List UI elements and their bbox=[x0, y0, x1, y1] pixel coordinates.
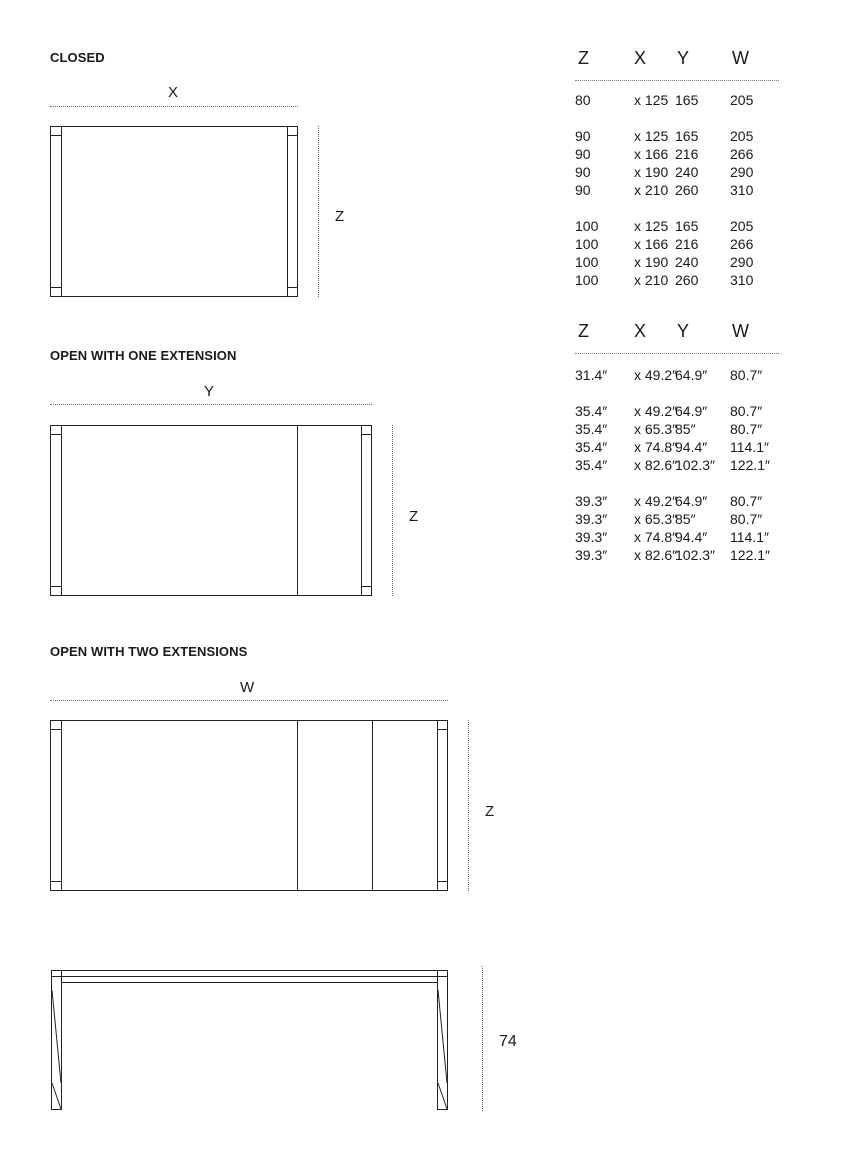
imperial-cell: 94.4″ bbox=[675, 529, 708, 545]
metric-cell: x 125 bbox=[634, 218, 669, 234]
metric-cell: 205 bbox=[730, 128, 754, 144]
one-extension-right-end-line bbox=[361, 425, 362, 596]
imperial-cell: 114.1″ bbox=[730, 439, 769, 455]
imperial-header-z: Z bbox=[578, 321, 589, 341]
two-extensions-leg-top-right bbox=[437, 720, 448, 730]
imperial-cell: x 49.2″ bbox=[634, 367, 678, 383]
imperial-header-divider bbox=[575, 353, 779, 354]
imperial-cell: x 49.2″ bbox=[634, 403, 678, 419]
imperial-cell: 39.3″ bbox=[575, 511, 608, 527]
metric-cell: 260 bbox=[675, 272, 699, 288]
metric-header-z: Z bbox=[578, 48, 589, 68]
metric-cell: 205 bbox=[730, 92, 754, 108]
metric-cell: 266 bbox=[730, 146, 754, 162]
imperial-cell: 64.9″ bbox=[675, 367, 708, 383]
imperial-cell: 122.1″ bbox=[730, 457, 770, 473]
closed-title: CLOSED bbox=[50, 50, 105, 65]
imperial-cell: 80.7″ bbox=[730, 403, 763, 419]
imperial-cell: 102.3″ bbox=[675, 457, 715, 473]
imperial-cell: 114.1″ bbox=[730, 529, 769, 545]
two-extensions-depth-label: Z bbox=[485, 803, 495, 820]
closed-right-end-line bbox=[287, 126, 288, 297]
imperial-cell: 80.7″ bbox=[730, 367, 763, 383]
two-extensions-leg-bottom-right bbox=[437, 881, 448, 891]
one-extension-width-dimension-line bbox=[50, 404, 372, 405]
imperial-cell: 31.4″ bbox=[575, 367, 608, 383]
imperial-cell: 39.3″ bbox=[575, 529, 608, 545]
metric-cell: x 166 bbox=[634, 146, 669, 162]
imperial-cell: 80.7″ bbox=[730, 493, 763, 509]
metric-cell: x 210 bbox=[634, 272, 669, 288]
metric-cell: 100 bbox=[575, 272, 599, 288]
side-leg-left-detail bbox=[52, 990, 61, 1109]
metric-cell: x 125 bbox=[634, 128, 669, 144]
closed-leg-top-left bbox=[50, 126, 62, 136]
two-extensions-right-end-line bbox=[437, 720, 438, 891]
imperial-cell: 39.3″ bbox=[575, 547, 608, 563]
imperial-cell: 122.1″ bbox=[730, 547, 770, 563]
metric-cell: 165 bbox=[675, 92, 699, 108]
two-extensions-width-label: W bbox=[240, 679, 255, 696]
metric-cell: 260 bbox=[675, 182, 699, 198]
one-extension-leg-top-left bbox=[50, 425, 62, 435]
one-extension-leg-top-right bbox=[361, 425, 372, 435]
metric-cell: 240 bbox=[675, 164, 699, 180]
one-extension-title: OPEN WITH ONE EXTENSION bbox=[50, 348, 237, 363]
metric-cell: x 210 bbox=[634, 182, 669, 198]
metric-cell: 240 bbox=[675, 254, 699, 270]
metric-cell: 205 bbox=[730, 218, 754, 234]
metric-cell: 90 bbox=[575, 128, 591, 144]
imperial-cell: 85″ bbox=[675, 511, 696, 527]
imperial-cell: x 82.6″ bbox=[634, 547, 678, 563]
metric-cell: 216 bbox=[675, 146, 699, 162]
imperial-cell: 85″ bbox=[675, 421, 696, 437]
metric-header-w: W bbox=[732, 48, 749, 68]
closed-leg-bottom-left bbox=[50, 287, 62, 297]
imperial-cell: 39.3″ bbox=[575, 493, 608, 509]
imperial-header-w: W bbox=[732, 321, 749, 341]
two-extensions-width-dimension-line bbox=[50, 700, 448, 701]
imperial-cell: 80.7″ bbox=[730, 511, 763, 527]
one-extension-leaf-seam bbox=[297, 425, 298, 596]
closed-width-label: X bbox=[168, 84, 179, 101]
imperial-cell: 64.9″ bbox=[675, 493, 708, 509]
two-extensions-leaf-seam-2 bbox=[372, 720, 373, 891]
metric-cell: 100 bbox=[575, 254, 599, 270]
metric-header-x: X bbox=[634, 48, 647, 68]
imperial-cell: 35.4″ bbox=[575, 439, 608, 455]
metric-cell: 310 bbox=[730, 182, 754, 198]
imperial-cell: x 74.8″ bbox=[634, 529, 678, 545]
two-extensions-leg-bottom-left bbox=[50, 881, 62, 891]
metric-cell: x 166 bbox=[634, 236, 669, 252]
metric-cell: 310 bbox=[730, 272, 754, 288]
metric-cell: x 190 bbox=[634, 254, 669, 270]
metric-header-divider bbox=[575, 80, 779, 81]
metric-cell: 90 bbox=[575, 164, 591, 180]
imperial-cell: 64.9″ bbox=[675, 403, 708, 419]
closed-left-end-line bbox=[61, 126, 62, 297]
side-height-dimension-line bbox=[482, 966, 483, 1111]
metric-cell: 216 bbox=[675, 236, 699, 252]
side-height-label: 74 bbox=[499, 1033, 517, 1050]
imperial-cell: x 65.3″ bbox=[634, 511, 678, 527]
closed-width-dimension-line bbox=[50, 106, 298, 107]
imperial-cell: 94.4″ bbox=[675, 439, 708, 455]
one-extension-leg-bottom-left bbox=[50, 586, 62, 596]
metric-cell: 165 bbox=[675, 128, 699, 144]
metric-header-y: Y bbox=[677, 48, 690, 68]
two-extensions-left-end-line bbox=[61, 720, 62, 891]
closed-depth-label: Z bbox=[335, 208, 345, 225]
one-extension-table-top bbox=[50, 425, 372, 596]
metric-cell: 80 bbox=[575, 92, 591, 108]
imperial-cell: 35.4″ bbox=[575, 457, 608, 473]
two-extensions-depth-dimension-line bbox=[468, 720, 469, 891]
side-apron bbox=[62, 977, 438, 983]
two-extensions-title: OPEN WITH TWO EXTENSIONS bbox=[50, 644, 248, 659]
metric-cell: 90 bbox=[575, 146, 591, 162]
metric-cell: 100 bbox=[575, 218, 599, 234]
one-extension-width-label: Y bbox=[204, 383, 215, 400]
imperial-cell: 35.4″ bbox=[575, 421, 608, 437]
imperial-cell: 35.4″ bbox=[575, 403, 608, 419]
metric-cell: x 125 bbox=[634, 92, 669, 108]
side-tabletop bbox=[52, 971, 448, 977]
imperial-cell: 102.3″ bbox=[675, 547, 715, 563]
two-extensions-leaf-seam-1 bbox=[297, 720, 298, 891]
imperial-cell: 80.7″ bbox=[730, 421, 763, 437]
closed-leg-bottom-right bbox=[287, 287, 298, 297]
metric-cell: 90 bbox=[575, 182, 591, 198]
one-extension-leg-bottom-right bbox=[361, 586, 372, 596]
metric-cell: 290 bbox=[730, 254, 754, 270]
side-elevation-drawing bbox=[48, 965, 452, 1115]
metric-cell: 290 bbox=[730, 164, 754, 180]
imperial-header-y: Y bbox=[677, 321, 690, 341]
metric-cell: x 190 bbox=[634, 164, 669, 180]
closed-leg-top-right bbox=[287, 126, 298, 136]
imperial-header-x: X bbox=[634, 321, 647, 341]
one-extension-left-end-line bbox=[61, 425, 62, 596]
metric-cell: 266 bbox=[730, 236, 754, 252]
imperial-cell: x 65.3″ bbox=[634, 421, 678, 437]
imperial-cell: x 82.6″ bbox=[634, 457, 678, 473]
metric-cell: 100 bbox=[575, 236, 599, 252]
closed-table-top bbox=[50, 126, 298, 297]
imperial-cell: x 74.8″ bbox=[634, 439, 678, 455]
two-extensions-table-top bbox=[50, 720, 448, 891]
two-extensions-leg-top-left bbox=[50, 720, 62, 730]
one-extension-depth-label: Z bbox=[409, 508, 419, 525]
side-leg-right-detail bbox=[438, 990, 447, 1109]
closed-depth-dimension-line bbox=[318, 126, 319, 297]
imperial-cell: x 49.2″ bbox=[634, 493, 678, 509]
one-extension-depth-dimension-line bbox=[392, 425, 393, 596]
metric-cell: 165 bbox=[675, 218, 699, 234]
